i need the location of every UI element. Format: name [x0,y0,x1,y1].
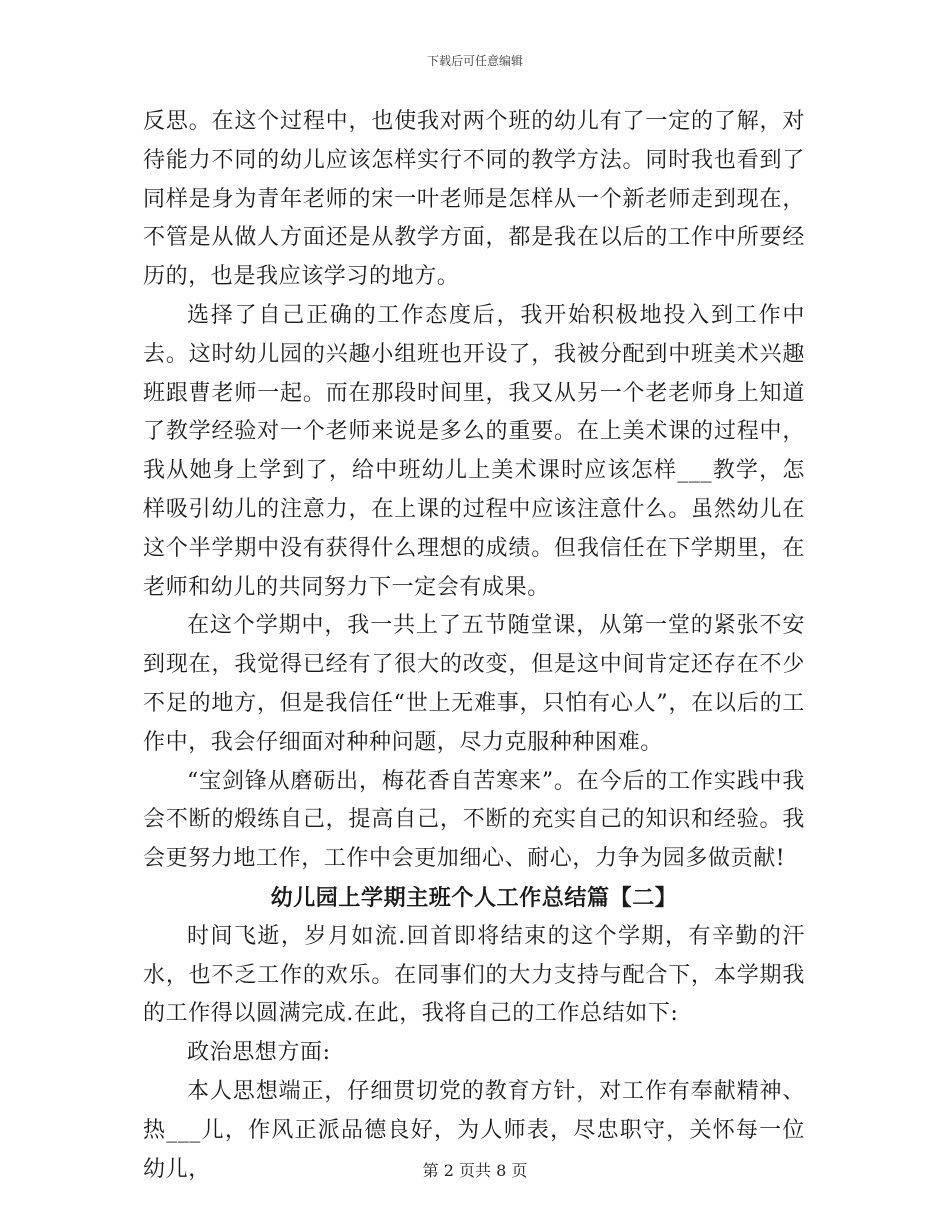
paragraph: 反思。在这个过程中，也使我对两个班的幼儿有了一定的了解，对待能力不同的幼儿应该怎样实行不同的教学方法。同时我也看到了同样是身为青年老师的宋一叶老师是怎样从一个新老师走到现在，不管是从做人方面还是从教学方面，都是我在以后的工作中所要经历的，也是我应该学习的地方。 [143,109,805,290]
paragraph: 本人思想端正，仔细贯切党的教育方针，对工作有奉献精神、热___儿，作风正派品德良好，为人师表，尽忠职守，关怀每一位幼儿， [143,1078,805,1182]
subheading: 政治思想方面: [187,1040,331,1066]
page-header: 下载后可任意编辑 [426,54,523,68]
paragraph: 在这个学期中，我一共上了五节随堂课，从第一堂的紧张不安到现在，我觉得已经有了很大的改变，但是这中间肯定还存在不少不足的地方，但是我信任“世上无难事，只怕有心人”，在以后的工作中，我会仔细面对种种问题，尽力克服种种困难。 [143,613,805,755]
page-number: 第 2 页共 8 页 [422,1161,528,1180]
section-title: 幼儿园上学期主班个人工作总结篇【二】 [270,884,678,911]
paragraph: 选择了自己正确的工作态度后，我开始积极地投入到工作中去。这时幼儿园的兴趣小组班也开设了，我被分配到中班美术兴趣班跟曹老师一起。而在那段时间里，我又从另一个老老师身上知道了教学经验对一个老师来说是多么的重要。在上美术课的过程中，我从她身上学到了，给中班幼儿上美术课时应该怎样___教学，怎样吸引幼儿的注意力，在上课的过程中应该注意什么。虽然幼儿在这个半学期中没有获得什么理想的成绩。但我信任在下学期里，在老师和幼儿的共同努力下一定会有成果。 [143,302,805,600]
paragraph: 时间飞逝，岁月如流.回首即将结束的这个学期，有辛勤的汗水，也不乏工作的欢乐。在同事们的大力支持与配合下，本学期我的工作得以圆满完成.在此，我将自己的工作总结如下: [143,923,805,1027]
paragraph: “宝剑锋从磨砺出，梅花香自苦寒来”。在今后的工作实践中我会不断的煅练自己，提高自己，不断的充实自己的知识和经验。我会更努力地工作，工作中会更加细心、耐心，力争为园多做贡献! [143,768,805,872]
document-body [143,103,805,1189]
